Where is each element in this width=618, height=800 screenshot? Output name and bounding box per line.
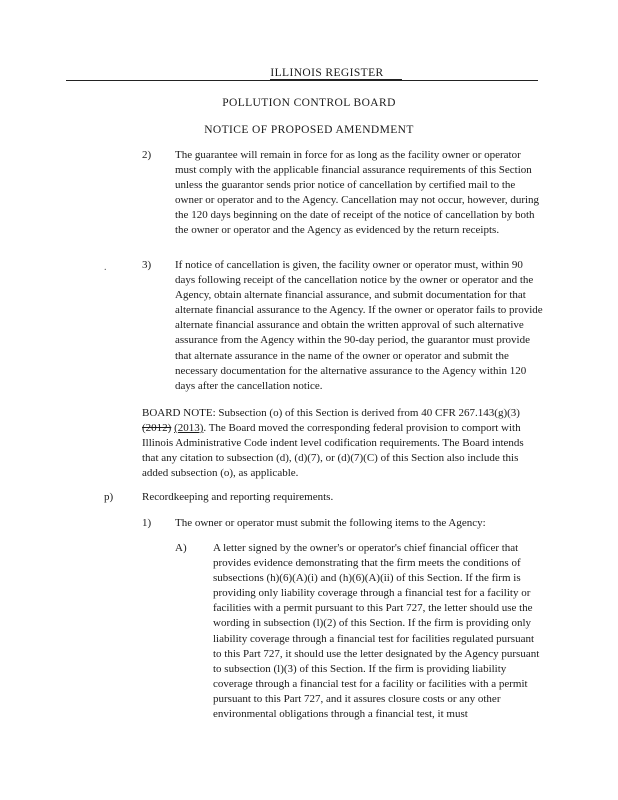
subsection-p-number: p) (104, 491, 114, 503)
item-3-number: 3) (142, 259, 152, 271)
item-2-number: 2) (142, 149, 152, 161)
deleted-year: (2012) (142, 422, 172, 435)
margin-mark: . (104, 262, 107, 273)
item-3-text: If notice of cancellation is given, the facility owner or operator must, within 90 days following receipt of the cancellation notice by the owner or operator and the Agency, obtain alternate financial assurance, and submit documentation for that alternate financial assurance to the Agency. If the owner or operator fails to provide alternate financial assurance and obtain the written approval of such alternative assurance from the Agency within the 90-day period, the guarantor must provide that alternate assurance in the name of the owner or operator and submit the necessary documentation for the alternative assurance to the Agency within 120 days after the cancellation notice. (175, 259, 543, 392)
item-p1-text: The owner or operator must submit the following items to the Agency: (175, 517, 486, 529)
board-note-rest: . The Board moved the corresponding federal provision to comport with Illinois Administrative Code indent level codification requirements. The Board intends that any citation to subsection (d), (d)(7), or (d)(7)(C) of this Section also include this added subsection (o), as applicable. (142, 422, 524, 480)
inserted-year: (2013) (174, 422, 204, 435)
notice-title: NOTICE OF PROPOSED AMENDMENT (204, 124, 414, 136)
register-title: ILLINOIS REGISTER (27, 67, 618, 79)
item-2-text: The guarantee will remain in force for as long as the facility owner or operator must comply with the applicable financial assurance requirements of this Section unless the guarantor sends prior notice of cancellation by certified mail to the owner or operator and to the Agency. Cancellation may not occur, however, during the 120 days beginning on the date of receipt of the notice of cancellation by both the owner or operator and the Agency as evidenced by the return receipts. (175, 149, 540, 237)
item-pA-text: A letter signed by the owner's or operator's chief financial officer that provides evidence demonstrating that the firm meets the conditions of subsections (h)(6)(A)(i) and (h)(6)(A)(ii) of this Section. If the firm is providing only liability coverage through a financial test for a facility or facilities with a permit pursuant to this Part 727, the letter should use the wording in subsection (l)(2) of this Section. If the firm is providing only liability coverage through a financial test for facilities regulated pursuant to this Part 727, it should use the letter designated by the Agency pursuant to subsection (l)(3) of this Section. If the firm is providing liability coverage through a financial test for a facility or facilities with a permit pursuant to this Part 727, and it assures closure costs or any other environmental obligations through a financial test, it must (213, 542, 540, 721)
board-note-lead: BOARD NOTE: Subsection (o) of this Section is derived from 40 CFR 267.143(g)(3) (142, 407, 520, 419)
board-note (142, 406, 542, 481)
header-rule (66, 80, 538, 81)
item-pA-number: A) (175, 542, 187, 554)
subsection-p-text: Recordkeeping and reporting requirements. (142, 491, 334, 503)
item-p1-number: 1) (142, 517, 152, 529)
board-title: POLLUTION CONTROL BOARD (222, 97, 396, 109)
